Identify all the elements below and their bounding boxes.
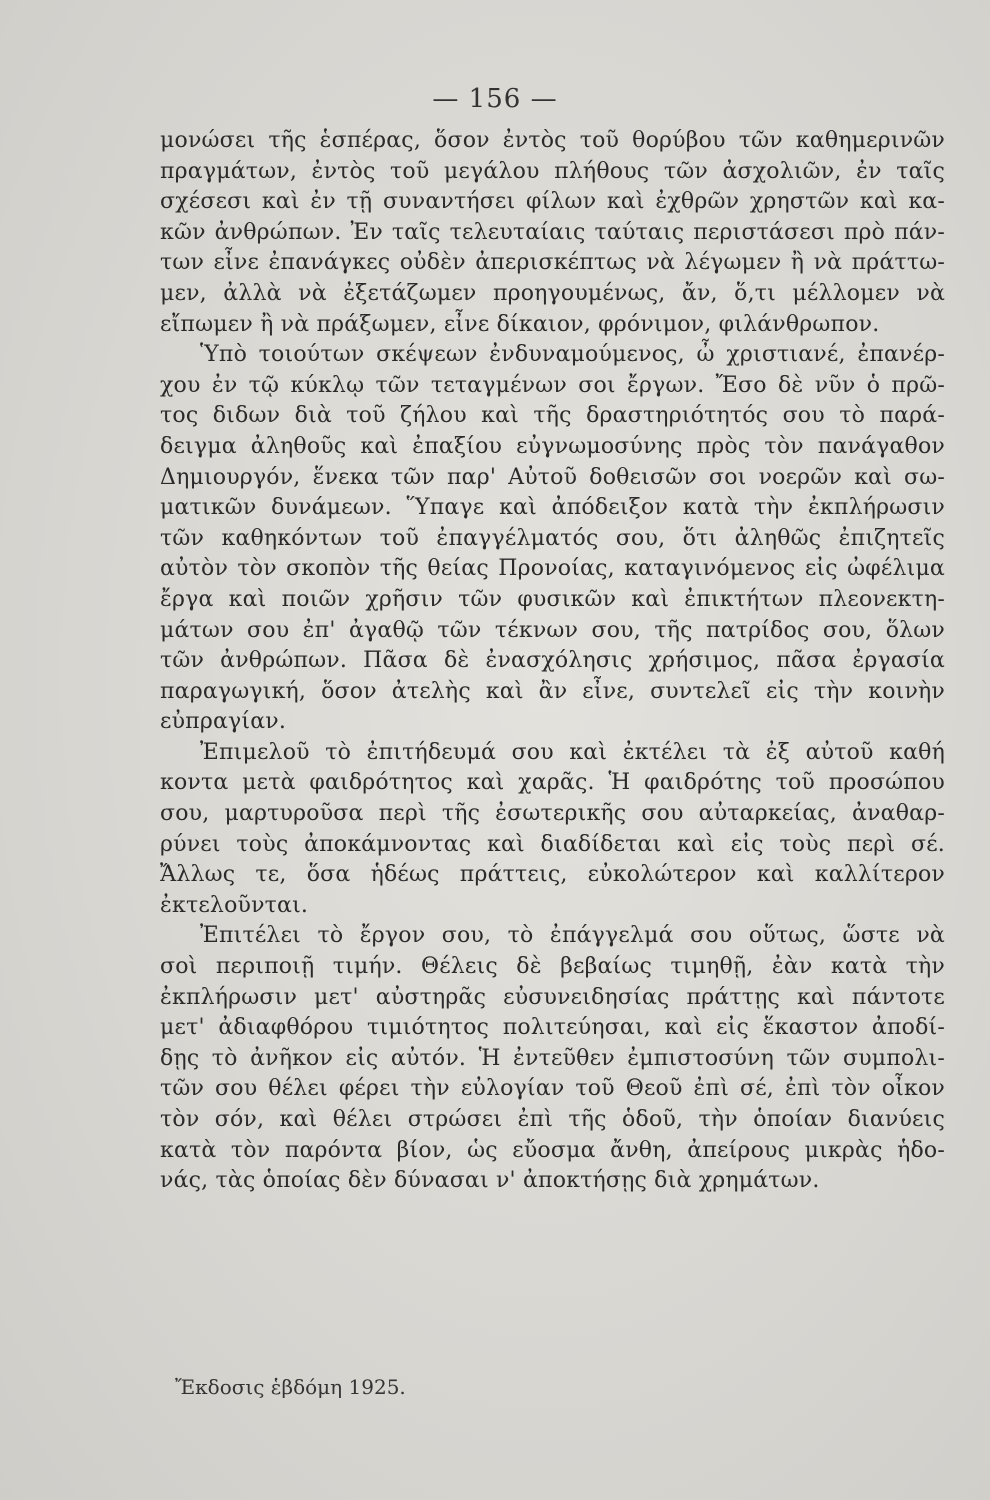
text-line: ματικῶν δυνάμεων. Ὕπαγε καὶ ἀπόδειξον κατὰ τὴν ἐκπλήρωσιν bbox=[160, 495, 945, 521]
text-line: τὸν σόν, καὶ θέλει στρώσει ἐπὶ τῆς ὁδοῦ, τὴν ὁποίαν διανύεις bbox=[160, 1107, 945, 1132]
text-line: πραγμάτων, ἐντὸς τοῦ μεγάλου πλήθους τῶν ἀσχολιῶν, ἐν ταῖς bbox=[160, 158, 945, 184]
text-line: κῶν ἀνθρώπων. Ἐν ταῖς τελευταίαις ταύταις περιστάσεσι πρὸ πάν- bbox=[160, 219, 945, 245]
text-line: εἴπωμεν ἢ νὰ πράξωμεν, εἶνε δίκαιον, φρόνιμον, φιλάνθρωπον. bbox=[160, 311, 880, 337]
text-line: σχέσεσι καὶ ἐν τῇ συναντήσει φίλων καὶ ἐχθρῶν χρηστῶν καὶ κα- bbox=[160, 189, 945, 215]
text-line: δῃς τὸ ἀνῆκον εἰς αὐτόν. Ἡ ἐντεῦθεν ἐμπιστοσύνη τῶν συμπολι- bbox=[160, 1045, 945, 1071]
text-line: τος διδων διὰ τοῦ ζήλου καὶ τῆς δραστηριότητός σου τὸ παρά- bbox=[160, 403, 945, 429]
text-line: Ἐπιμελοῦ τὸ ἐπιτήδευμά σου καὶ ἐκτέλει τὰ ἐξ αὐτοῦ καθή bbox=[200, 739, 945, 765]
text-line: Ἐπιτέλει τὸ ἔργον σου, τὸ ἐπάγγελμά σου οὕτως, ὥστε νὰ bbox=[200, 923, 945, 949]
edition-note: Ἔκδοσις ἑβδόμη 1925. bbox=[175, 1375, 406, 1399]
text-line: εὐπραγίαν. bbox=[160, 709, 287, 735]
text-line: παραγωγική, ὅσον ἀτελὴς καὶ ἂν εἶνε, συντελεῖ εἰς τὴν κοινὴν bbox=[160, 678, 945, 704]
text-line: κοντα μετὰ φαιδρότητος καὶ χαρᾶς. Ἡ φαιδρότης τοῦ προσώπου bbox=[160, 770, 945, 796]
text-line: δειγμα ἀληθοῦς καὶ ἐπαξίου εὐγνωμοσύνης πρὸς τὸν πανάγαθον bbox=[160, 433, 945, 459]
text-line: κατὰ τὸν παρόντα βίον, ὡς εὔοσμα ἄνθη, ἀπείρους μικρὰς ἡδο- bbox=[160, 1137, 945, 1163]
text-line: αὐτὸν τὸν σκοπὸν τῆς θείας Προνοίας, καταγινόμενος εἰς ὠφέλιμα bbox=[160, 556, 945, 582]
body-text bbox=[160, 126, 945, 1197]
text-line: ἐκτελοῦνται. bbox=[160, 892, 309, 918]
text-line: χου ἐν τῷ κύκλῳ τῶν τεταγμένων σοι ἔργων. Ἔσο δὲ νῦν ὁ πρῶ- bbox=[160, 372, 945, 398]
text-line: τῶν καθηκόντων τοῦ ἐπαγγέλματός σου, ὅτι ἀληθῶς ἐπιζητεῖς bbox=[160, 525, 945, 551]
page-number: — 156 — bbox=[432, 84, 558, 114]
text-line: σου, μαρτυροῦσα περὶ τῆς ἐσωτερικῆς σου αὐταρκείας, ἀναθαρ- bbox=[160, 801, 945, 827]
text-line: μετ' ἀδιαφθόρου τιμιότητος πολιτεύησαι, καὶ εἰς ἕκαστον ἀποδί- bbox=[160, 1015, 945, 1041]
text-line: μεν, ἀλλὰ νὰ ἐξετάζωμεν προηγουμένως, ἄν, ὅ,τι μέλλομεν νὰ bbox=[160, 280, 945, 306]
text-line: νάς, τὰς ὁποίας δὲν δύνασαι ν' ἀποκτήσῃς διὰ χρημάτων. bbox=[160, 1168, 820, 1194]
text-line: ἔργα καὶ ποιῶν χρῆσιν τῶν φυσικῶν καὶ ἐπικτήτων πλεονεκτη- bbox=[160, 586, 945, 612]
text-line: ρύνει τοὺς ἀποκάμνοντας καὶ διαδίδεται καὶ εἰς τοὺς περὶ σέ. bbox=[160, 831, 945, 857]
text-line: Δημιουργόν, ἕνεκα τῶν παρ' Αὐτοῦ δοθεισῶν σοι νοερῶν καὶ σω- bbox=[160, 464, 945, 490]
text-line: Ἄλλως τε, ὅσα ἡδέως πράττεις, εὐκολώτερον καὶ καλλίτερον bbox=[160, 862, 945, 888]
text-line: μονώσει τῆς ἑσπέρας, ὅσον ἐντὸς τοῦ θορύβου τῶν καθημερινῶν bbox=[160, 128, 945, 153]
text-line: Ὑπὸ τοιούτων σκέψεων ἐνδυναμούμενος, ὦ χριστιανέ, ἐπανέρ- bbox=[200, 342, 945, 368]
text-line: ἐκπλήρωσιν μετ' αὐστηρᾶς εὐσυνειδησίας πράττῃς καὶ πάντοτε bbox=[160, 984, 945, 1010]
text-line: τῶν σου θέλει φέρει τὴν εὐλογίαν τοῦ Θεοῦ ἐπὶ σέ, ἐπὶ τὸν οἶκον bbox=[160, 1076, 945, 1102]
text-line: των εἶνε ἐπανάγκες οὐδὲν ἀπερισκέπτως νὰ λέγωμεν ἢ νὰ πράττω- bbox=[160, 250, 945, 276]
text-line: μάτων σου ἐπ' ἀγαθῷ τῶν τέκνων σου, τῆς πατρίδος σου, ὅλων bbox=[160, 617, 945, 643]
text-line: τῶν ἀνθρώπων. Πᾶσα δὲ ἐνασχόλησις χρήσιμος, πᾶσα ἐργασία bbox=[160, 648, 945, 674]
text-line: σοὶ περιποιῇ τιμήν. Θέλεις δὲ βεβαίως τιμηθῇ, ἐὰν κατὰ τὴν bbox=[160, 954, 945, 980]
